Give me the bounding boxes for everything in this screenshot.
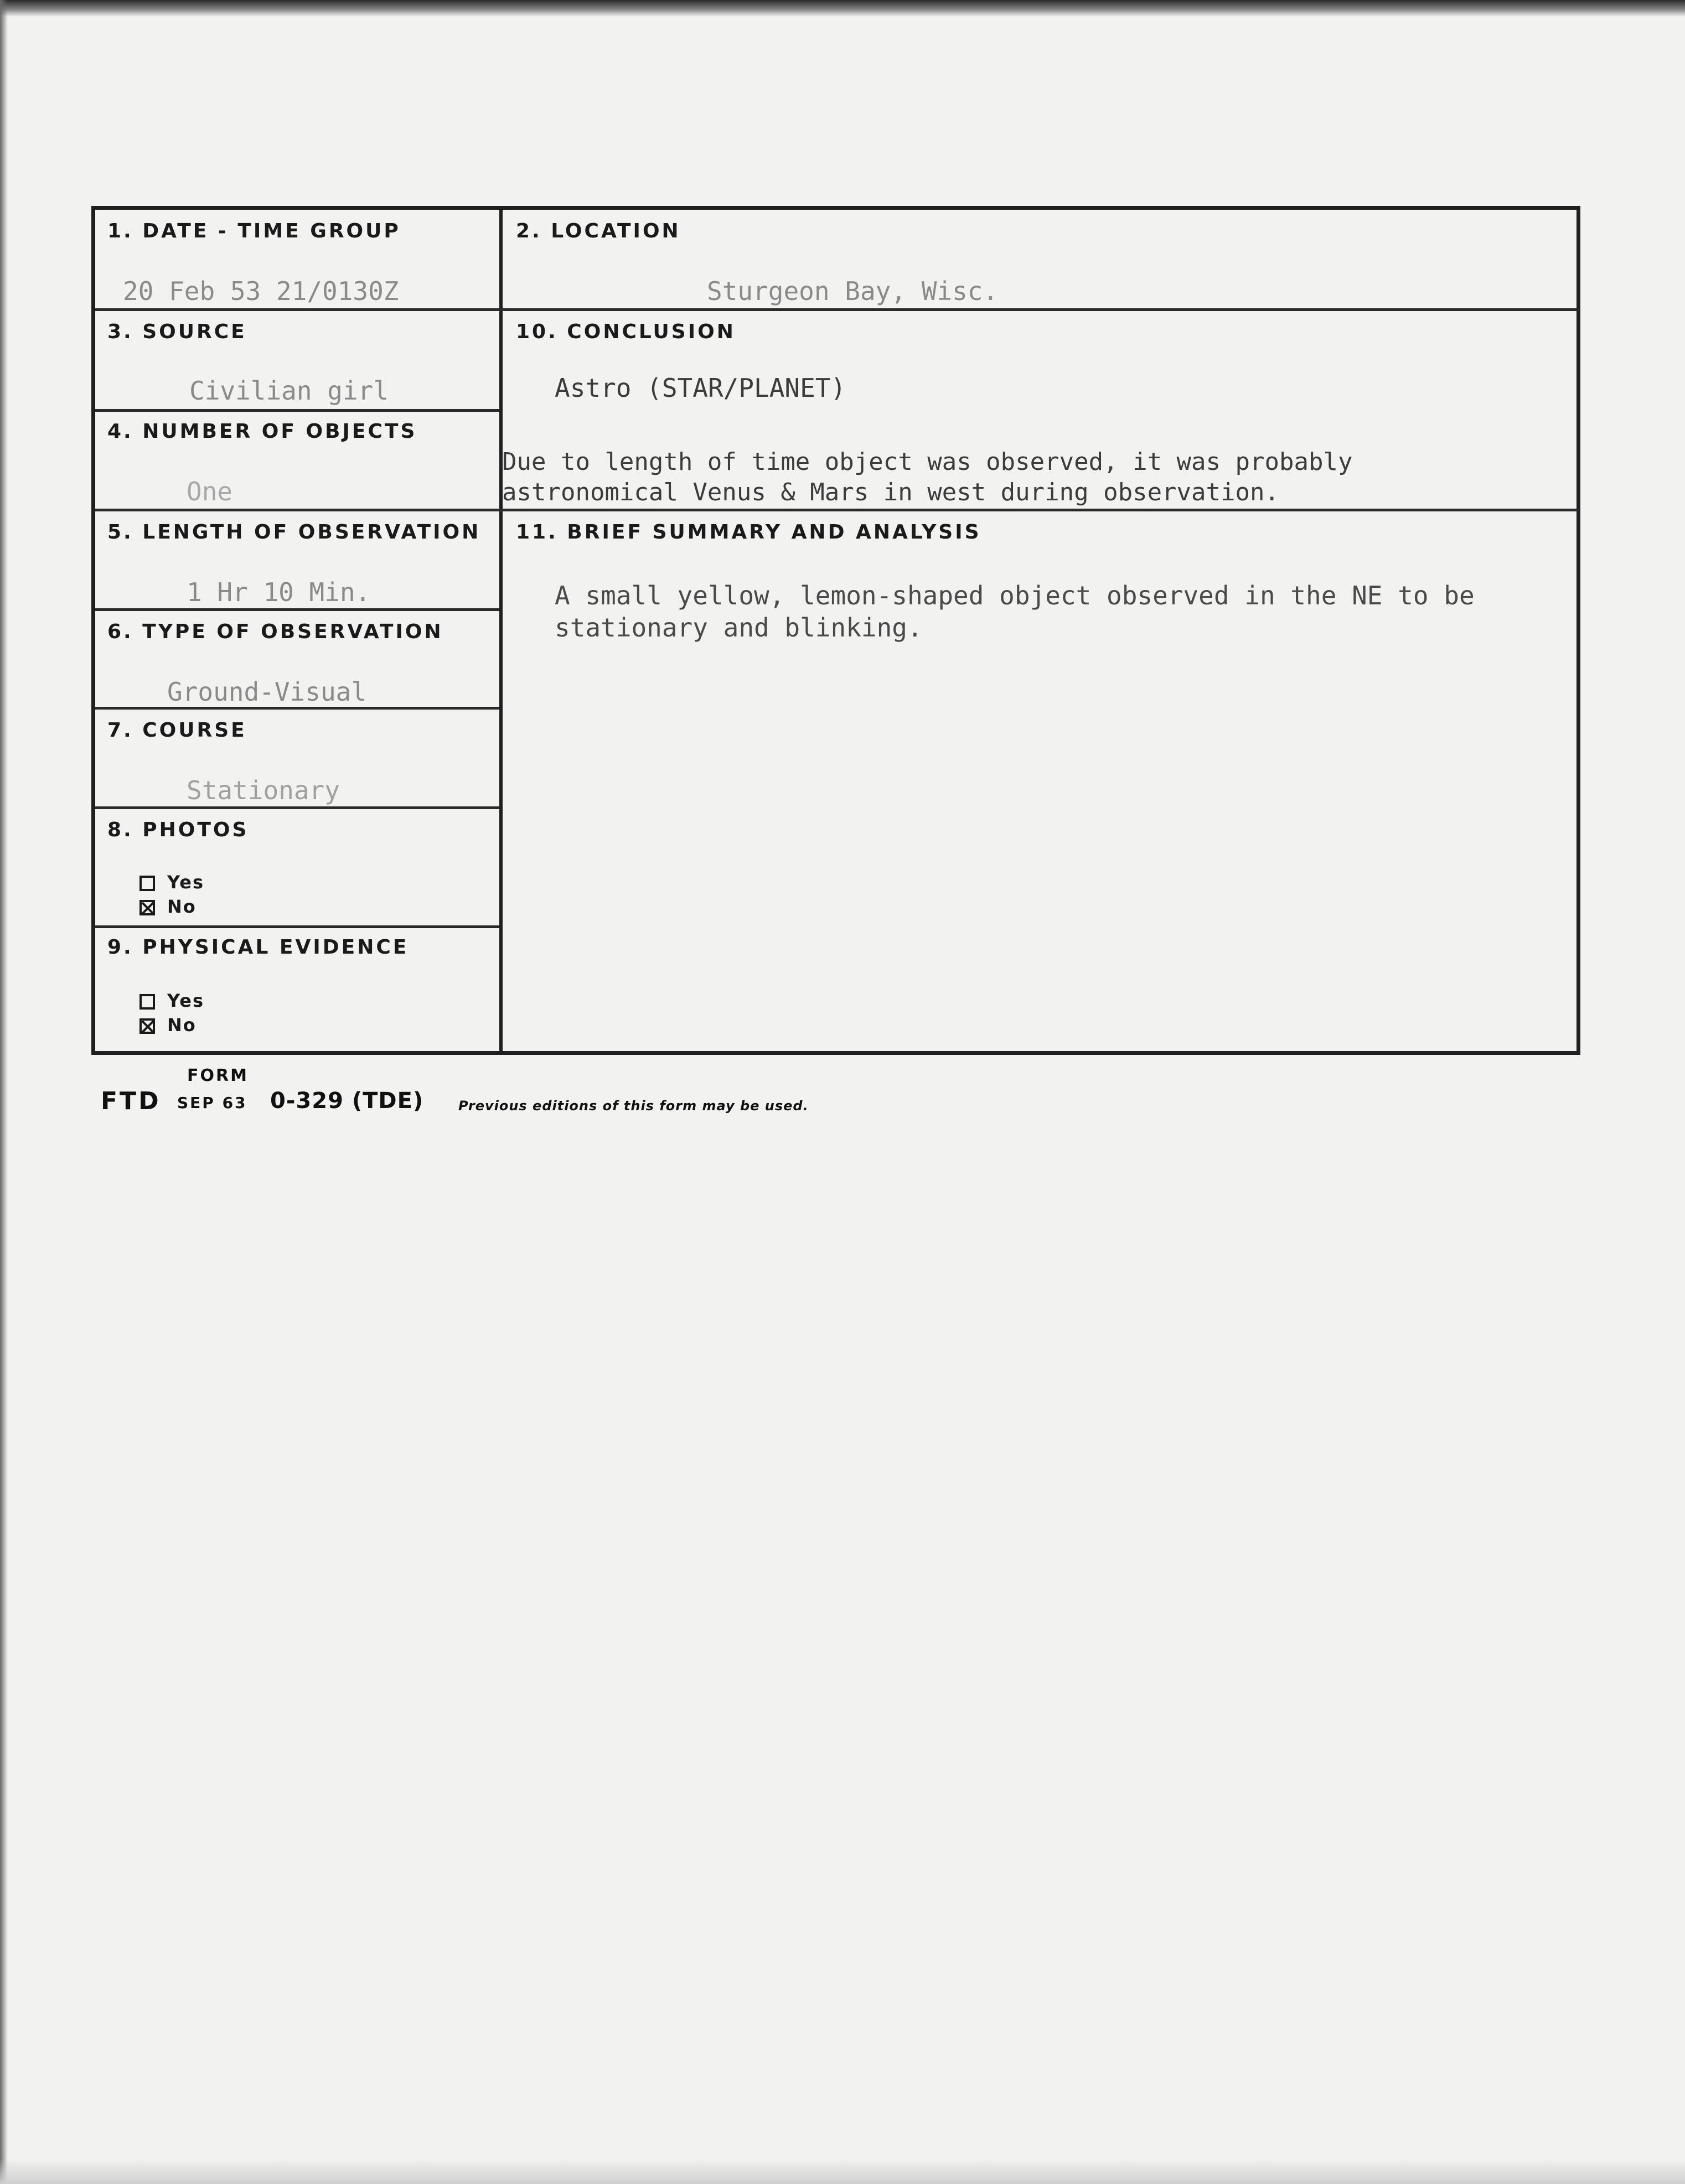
row-divider-4 [95, 509, 1579, 511]
conclusion-note-line1: Due to length of time object was observed, it was probably [502, 448, 1353, 476]
number-of-objects-label: 4. NUMBER OF OBJECTS [107, 420, 417, 443]
report-form [91, 206, 1580, 1055]
location-label: 2. LOCATION [516, 220, 681, 242]
summary-label: 11. BRIEF SUMMARY AND ANALYSIS [516, 521, 981, 544]
conclusion-note-line2: astronomical Venus & Mars in west during observation. [502, 478, 1279, 506]
row-divider-6 [95, 707, 499, 710]
footer-form-word: FORM [187, 1066, 249, 1085]
photos-no-label: No [167, 896, 197, 917]
date-time-group-value: 20 Feb 53 21/0130Z [123, 276, 399, 306]
footer-form-number: 0-329 (TDE) [270, 1088, 424, 1114]
summary-line-1: A small yellow, lemon-shaped object observed in the NE to be [555, 581, 1475, 610]
source-value: Civilian girl [189, 376, 389, 406]
length-of-observation-label: 5. LENGTH OF OBSERVATION [107, 521, 481, 544]
row-divider-7 [95, 806, 499, 809]
physical-evidence-yes-label: Yes [167, 990, 204, 1011]
row-divider-8 [95, 925, 499, 928]
type-of-observation-label: 6. TYPE OF OBSERVATION [107, 620, 443, 643]
column-divider [499, 210, 503, 1051]
row-divider-5 [95, 608, 499, 611]
conclusion-value: Astro (STAR/PLANET) [555, 373, 846, 403]
date-time-group-label: 1. DATE - TIME GROUP [107, 220, 401, 242]
photos-no-checkbox [139, 900, 155, 915]
physical-evidence-yes-checkbox [139, 994, 155, 1010]
scan-left-edge [0, 0, 8, 2184]
physical-evidence-no-option [139, 1015, 197, 1036]
length-of-observation-value: 1 Hr 10 Min. [187, 577, 371, 607]
photos-label: 8. PHOTOS [107, 819, 249, 841]
summary-line-2: stationary and blinking. [555, 613, 923, 643]
conclusion-label: 10. CONCLUSION [516, 320, 736, 343]
course-label: 7. COURSE [107, 719, 247, 742]
footer-previous-editions: Previous editions of this form may be used. [458, 1098, 809, 1114]
summary-text [555, 579, 1475, 644]
location-value: Sturgeon Bay, Wisc. [707, 276, 999, 306]
row-divider-3 [95, 409, 499, 412]
type-of-observation-value: Ground-Visual [167, 677, 367, 707]
scan-bottom-edge [0, 2159, 1685, 2184]
physical-evidence-label: 9. PHYSICAL EVIDENCE [107, 936, 409, 959]
photos-no-option [139, 896, 197, 917]
physical-evidence-yes-option [139, 990, 204, 1011]
number-of-objects-value: One [187, 477, 233, 506]
physical-evidence-no-label: No [167, 1015, 197, 1036]
footer-ftd: FTD [101, 1087, 161, 1115]
scan-top-edge [0, 0, 1685, 17]
photos-yes-label: Yes [167, 872, 204, 893]
physical-evidence-no-checkbox [139, 1018, 155, 1034]
row-divider-1 [95, 308, 1579, 311]
source-label: 3. SOURCE [107, 320, 247, 343]
photos-yes-checkbox [139, 876, 155, 891]
photos-yes-option [139, 872, 204, 893]
course-value: Stationary [187, 775, 340, 805]
footer-date-code: SEP 63 [177, 1094, 247, 1112]
